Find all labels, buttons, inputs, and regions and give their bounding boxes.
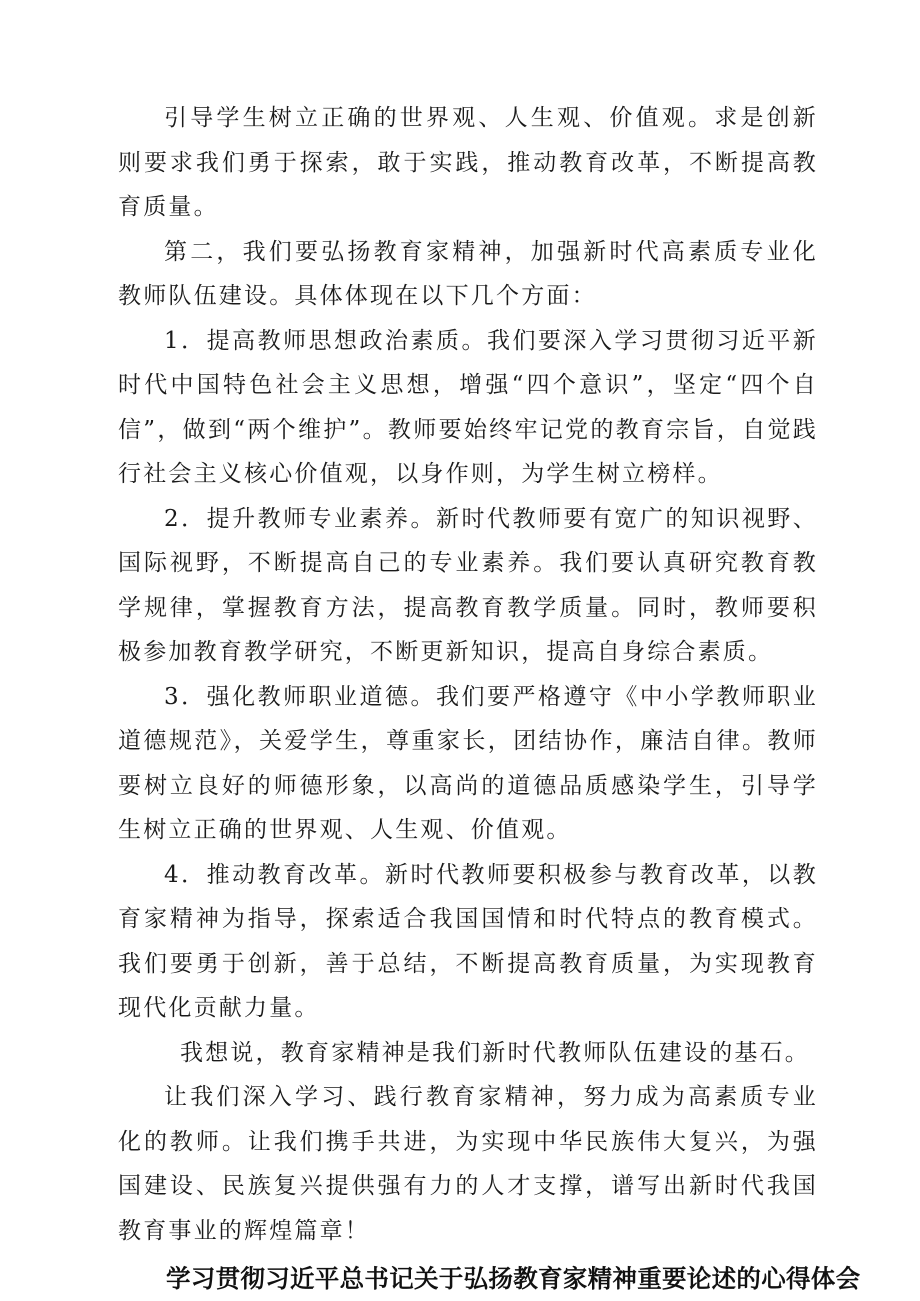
document-page xyxy=(118,96,861,1301)
paragraph-closing: 让我们深入学习、践行教育家精神，努力成为高素质专业化的教师。让我们携手共进，为实现中华民族伟大复兴，为强国建设、民族复兴提供强有力的人才支撑，谱写出新时代我国教育事业的辉煌篇章！ xyxy=(118,1084,818,1244)
list-item-professional-ethics: 3．强化教师职业道德。我们要严格遵守《中小学教师职业道德规范》，关爱学生，尊重家长，团结协作，廉洁自律。教师要树立良好的师德形象，以高尚的道德品质感染学生，引导学生树立正确的世界观、人生观、价值观。 xyxy=(118,683,818,843)
paragraph-second-point: 第二，我们要弘扬教育家精神，加强新时代高素质专业化教师队伍建设。具体体现在以下几个方面： xyxy=(118,238,818,309)
paragraph-summary: 我想说，教育家精神是我们新时代教师队伍建设的基石。 xyxy=(180,1039,810,1066)
paragraph-continuation: 引导学生树立正确的世界观、人生观、价值观。求是创新则要求我们勇于探索，敢于实践，推动教育改革，不断提高教育质量。 xyxy=(118,105,818,220)
list-item-political-quality: 1．提高教师思想政治素质。我们要深入学习贯彻习近平新时代中国特色社会主义思想，增强“四个意识”，坚定“四个自信”，做到“两个维护”。教师要始终牢记党的教育宗旨，自觉践行社会主义核心价值观，以身作则，为学生树立榜样。 xyxy=(118,327,818,487)
next-article-title: 学习贯彻习近平总书记关于弘扬教育家精神重要论述的心得体会 xyxy=(166,1264,861,1293)
list-item-education-reform: 4．推动教育改革。新时代教师要积极参与教育改革，以教育家精神为指导，探索适合我国国情和时代特点的教育模式。我们要勇于创新，善于总结，不断提高教育质量，为实现教育现代化贡献力量。 xyxy=(118,861,818,1021)
list-item-professional-quality: 2．提升教师专业素养。新时代教师要有宽广的知识视野、国际视野，不断提高自己的专业素养。我们要认真研究教育教学规律，掌握教育方法，提高教育教学质量。同时，教师要积极参加教育教学研究，不断更新知识，提高自身综合素质。 xyxy=(118,505,818,665)
